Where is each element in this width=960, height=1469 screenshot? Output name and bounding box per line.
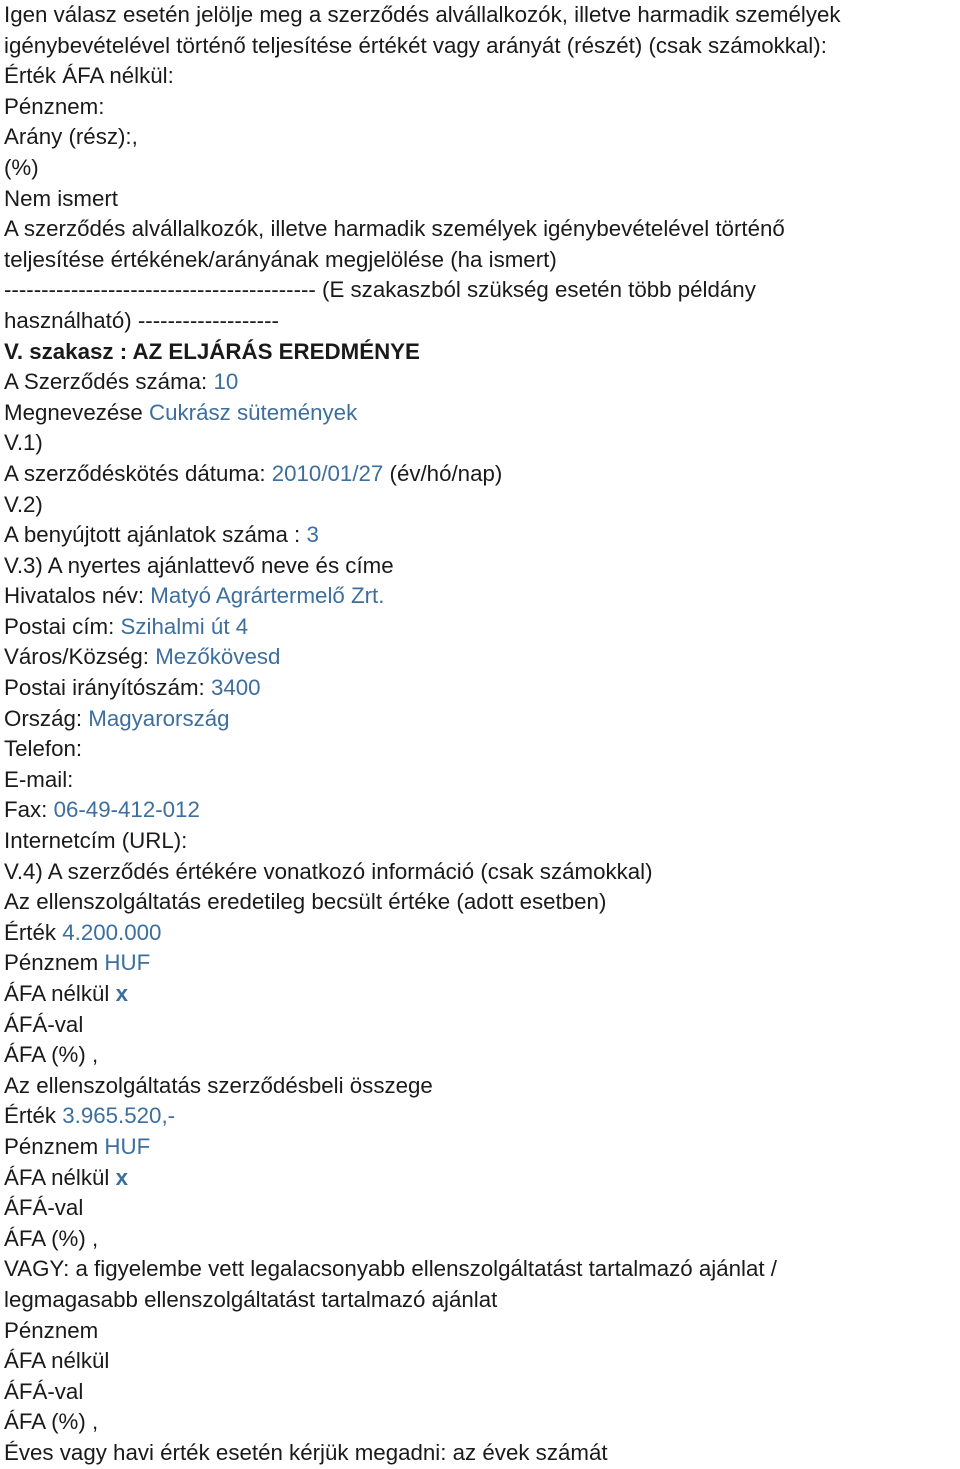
field-label: A benyújtott ajánlatok száma : — [4, 522, 301, 548]
field-label: Ország: — [4, 705, 83, 731]
field-value: 4.200.000 — [62, 919, 162, 945]
field-value: 3400 — [210, 675, 261, 701]
text-line: igénybevételével történő teljesítése értékét vagy arányát (részét) (csak számokkal): — [4, 32, 827, 58]
field-suffix: (év/hó/nap) — [389, 460, 503, 486]
country-row — [4, 704, 960, 735]
zip-row — [4, 673, 960, 704]
contract-currency-row — [4, 1132, 960, 1163]
contract-amount-heading: Az ellenszolgáltatás szerződésbeli összege — [4, 1072, 433, 1098]
or-vat-pct-row: ÁFA (%) , — [4, 1409, 99, 1435]
field-label: ÁFA nélkül — [4, 981, 110, 1006]
text-line: Nem ismert — [4, 185, 118, 211]
text-line: teljesítése értékének/arányának megjelölése (ha ismert) — [4, 246, 557, 272]
contract-name-row — [4, 398, 960, 429]
or-no-vat-row: ÁFA nélkül — [4, 1348, 110, 1374]
postal-address-row — [4, 612, 960, 643]
field-value: 3.965.520,- — [62, 1103, 176, 1129]
field-value: Magyarország — [88, 705, 230, 731]
subsection-heading: V.4) A szerződés értékére vonatkozó információ (csak számokkal) — [4, 858, 653, 884]
field-value: Mezőkövesd — [155, 644, 281, 670]
subsection-heading: V.2) — [4, 491, 43, 517]
contract-value-row — [4, 1101, 960, 1132]
field-value: 2010/01/27 — [271, 460, 384, 486]
text-line: Érték ÁFA nélkül: — [4, 63, 174, 89]
field-label: Megnevezése — [4, 399, 143, 425]
text-line: A szerződés alvállalkozók, illetve harmadik személyek igénybevételével történő — [4, 216, 785, 242]
field-value: 06-49-412-012 — [53, 797, 200, 823]
field-label: ÁFA nélkül — [4, 1164, 110, 1190]
estimated-currency-row — [4, 948, 960, 979]
checkmark-x: x — [115, 1164, 128, 1190]
field-label: Érték — [4, 919, 57, 945]
contract-with-vat-row: ÁFÁ-val — [4, 1195, 84, 1221]
contract-no-vat-row — [4, 1163, 960, 1194]
field-value: Matyó Agrártermelő Zrt. — [150, 583, 385, 609]
estimated-with-vat-row: ÁFÁ-val — [4, 1011, 84, 1037]
subsection-heading: V.1) — [4, 430, 43, 456]
field-label: Hivatalos név: — [4, 583, 145, 609]
url-row: Internetcím (URL): — [4, 828, 188, 854]
text-line: (%) — [4, 154, 39, 180]
years-row: Éves vagy havi érték esetén kérjük megadni: az évek számát — [4, 1439, 608, 1465]
fax-row — [4, 795, 960, 826]
field-value: Szihalmi út 4 — [120, 613, 249, 639]
field-label: Pénznem — [4, 950, 99, 976]
text-line: Pénznem: — [4, 93, 105, 119]
city-row — [4, 642, 960, 673]
contract-vat-pct-row: ÁFA (%) , — [4, 1225, 99, 1251]
contract-number-row — [4, 367, 960, 398]
field-label: Város/Község: — [4, 644, 150, 670]
or-with-vat-row: ÁFÁ-val — [4, 1378, 84, 1404]
section-heading: V. szakasz : AZ ELJÁRÁS EREDMÉNYE — [4, 338, 420, 364]
estimated-no-vat-row — [4, 979, 960, 1010]
contract-date-row — [4, 459, 960, 490]
or-text-line: VAGY: a figyelembe vett legalacsonyabb ellenszolgáltatást tartalmazó ajánlat / — [4, 1256, 777, 1282]
phone-row: Telefon: — [4, 736, 83, 762]
text-line: Arány (rész):, — [4, 124, 138, 150]
checkmark-x: x — [115, 981, 128, 1006]
field-label: A szerződéskötés dátuma: — [4, 460, 266, 486]
field-label: A Szerződés száma: — [4, 369, 208, 395]
email-row: E-mail: — [4, 766, 74, 792]
field-value: 3 — [306, 522, 319, 548]
separator-line: használható) ------------------- — [4, 307, 279, 333]
estimated-heading: Az ellenszolgáltatás eredetileg becsült értéke (adott esetben) — [4, 889, 607, 915]
field-label: Postai cím: — [4, 613, 115, 639]
field-value: HUF — [104, 950, 151, 976]
or-text-line: legmagasabb ellenszolgáltatást tartalmazó ajánlat — [4, 1286, 498, 1312]
text-line: Igen válasz esetén jelölje meg a szerződés alvállalkozók, illetve harmadik személyek — [4, 2, 841, 27]
field-label: Pénznem — [4, 1133, 99, 1159]
field-value: Cukrász sütemények — [149, 399, 358, 425]
field-value: HUF — [104, 1133, 151, 1159]
field-label: Postai irányítószám: — [4, 675, 205, 701]
estimated-vat-pct-row: ÁFA (%) , — [4, 1042, 99, 1068]
field-label: Fax: — [4, 797, 48, 823]
offers-count-row — [4, 520, 960, 551]
field-label: Érték — [4, 1103, 57, 1129]
field-value: 10 — [213, 369, 239, 395]
separator-line: ------------------------------------------ (E szakaszból szükség esetén több példány — [4, 277, 756, 303]
official-name-row — [4, 581, 960, 612]
subsection-heading: V.3) A nyertes ajánlattevő neve és címe — [4, 552, 394, 578]
estimated-value-row — [4, 918, 960, 949]
or-currency-row: Pénznem — [4, 1317, 99, 1343]
